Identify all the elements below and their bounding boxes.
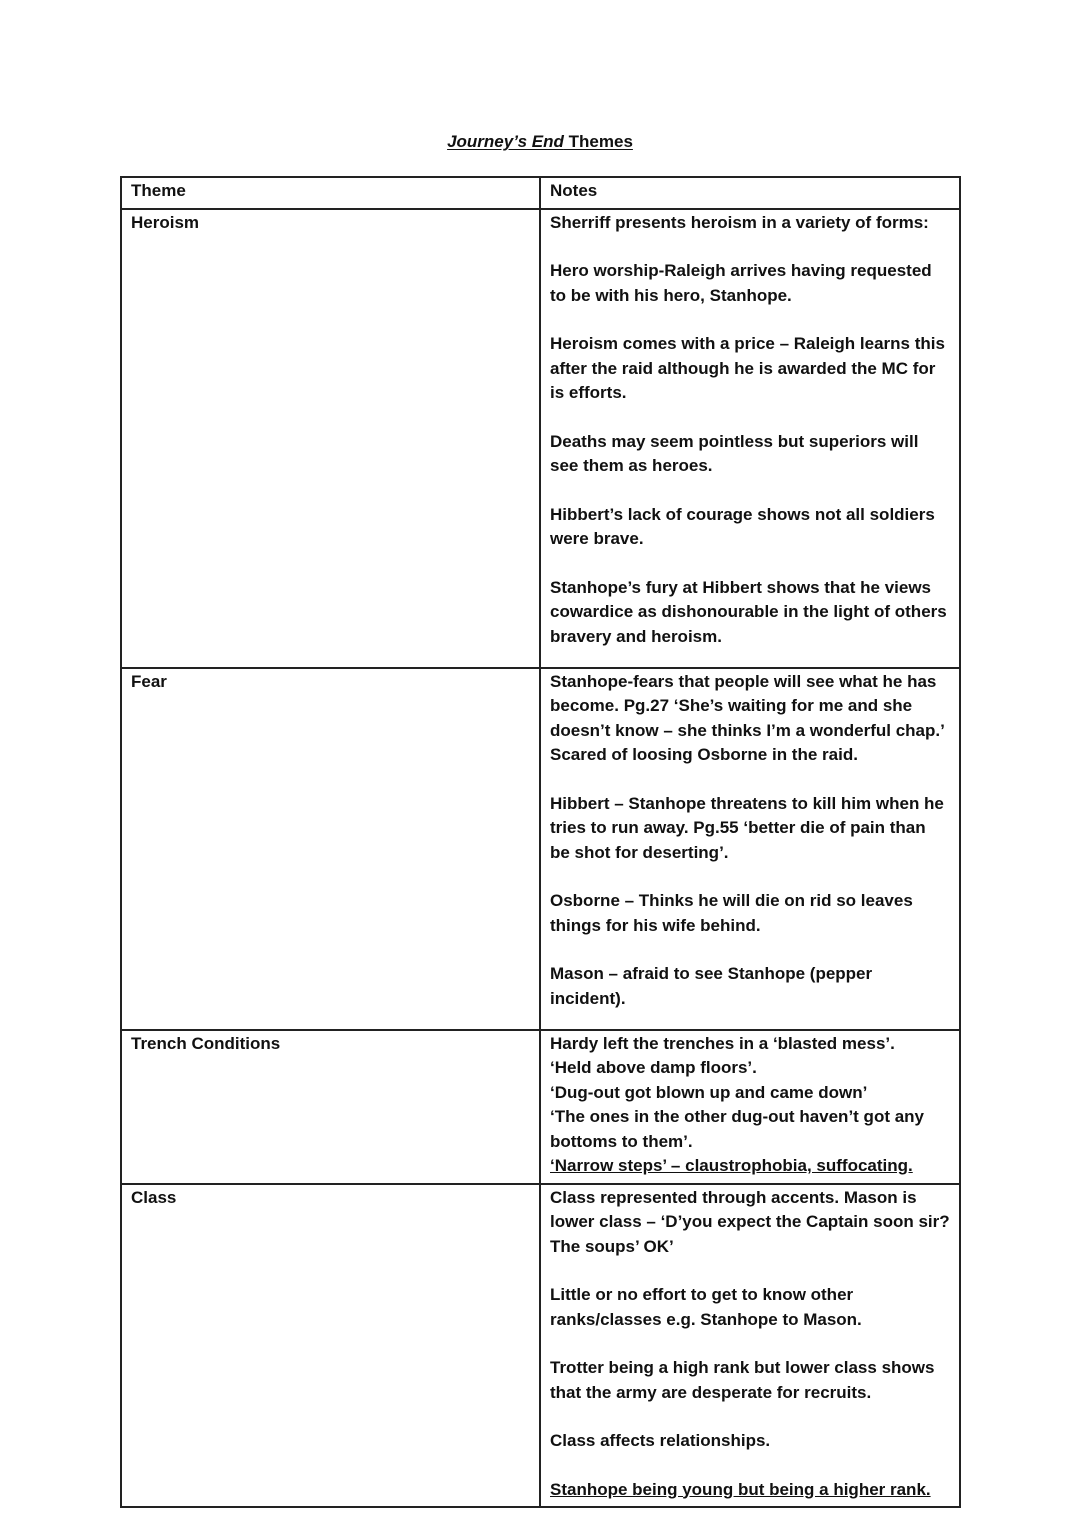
table-row-fear xyxy=(121,668,960,1030)
note-line: ‘Narrow steps’ – claustrophobia, suffocating. xyxy=(550,1156,913,1175)
note-paragraph: Hibbert’s lack of courage shows not all soldiers were brave. xyxy=(550,504,935,548)
note-paragraph: Trotter being a high rank but lower class shows that the army are desperate for recruits. xyxy=(550,1358,935,1402)
note-paragraph: Little or no effort to get to know other ranks/classes e.g. Stanhope to Mason. xyxy=(550,1285,862,1329)
note-paragraph: Osborne – Thinks he will die on rid so leaves things for his wife behind. xyxy=(550,891,913,935)
theme-cell: Fear xyxy=(121,668,540,1030)
note-paragraph: Sherriff presents heroism in a variety of forms: xyxy=(550,212,929,232)
note-paragraph: Mason – afraid to see Stanhope (pepper incident). xyxy=(550,964,873,1008)
note-paragraph: Hibbert – Stanhope threatens to kill him when he tries to run away. Pg.55 ‘better die of pain than be shot for deserting’. xyxy=(550,793,944,862)
themes-table xyxy=(120,176,961,1508)
note-line: ‘The ones in the other dug-out haven’t got any bottoms to them’. xyxy=(550,1107,924,1151)
note-line: ‘Held above damp floors’. xyxy=(550,1058,757,1077)
document-title-rest: Themes xyxy=(563,132,633,151)
column-header-theme: Theme xyxy=(121,177,540,209)
table-row-heroism xyxy=(121,209,960,668)
column-header-notes: Notes xyxy=(540,177,960,209)
note-paragraph: Stanhope-fears that people will see what he has become. Pg.27 ‘She’s waiting for me and she doesn’t know – she thinks I’m a wonderful chap.’ Scared of loosing Osborne in the raid. xyxy=(550,671,944,764)
note-paragraph: Class affects relationships. xyxy=(550,1431,771,1450)
notes-cell xyxy=(540,1184,960,1508)
table-header-row xyxy=(121,177,960,209)
notes-cell xyxy=(540,668,960,1030)
note-line: Hardy left the trenches in a ‘blasted mess’. xyxy=(550,1033,895,1053)
note-paragraph: Heroism comes with a price – Raleigh learns this after the raid although he is awarded the MC for is efforts. xyxy=(550,334,945,402)
note-paragraph: Stanhope being young but being a higher rank. xyxy=(550,1479,931,1499)
note-paragraph: Class represented through accents. Mason is lower class – ‘D’you expect the Captain soon sir? The soups’ OK’ xyxy=(550,1187,950,1256)
document-title xyxy=(0,132,1080,152)
table-row-class xyxy=(121,1184,960,1508)
note-paragraph: Hero worship-Raleigh arrives having requested to be with his hero, Stanhope. xyxy=(550,261,932,305)
theme-cell: Class xyxy=(121,1184,540,1508)
table-row-trench-conditions xyxy=(121,1030,960,1184)
document-title-italic: Journey’s End xyxy=(447,132,564,151)
notes-cell xyxy=(540,1030,960,1184)
theme-cell: Heroism xyxy=(121,209,540,668)
theme-cell: Trench Conditions xyxy=(121,1030,540,1184)
note-line: ‘Dug-out got blown up and came down’ xyxy=(550,1082,868,1102)
note-paragraph: Stanhope’s fury at Hibbert shows that he views cowardice as dishonourable in the light of others bravery and heroism. xyxy=(550,577,947,646)
note-paragraph: Deaths may seem pointless but superiors will see them as heroes. xyxy=(550,431,919,475)
notes-cell xyxy=(540,209,960,668)
